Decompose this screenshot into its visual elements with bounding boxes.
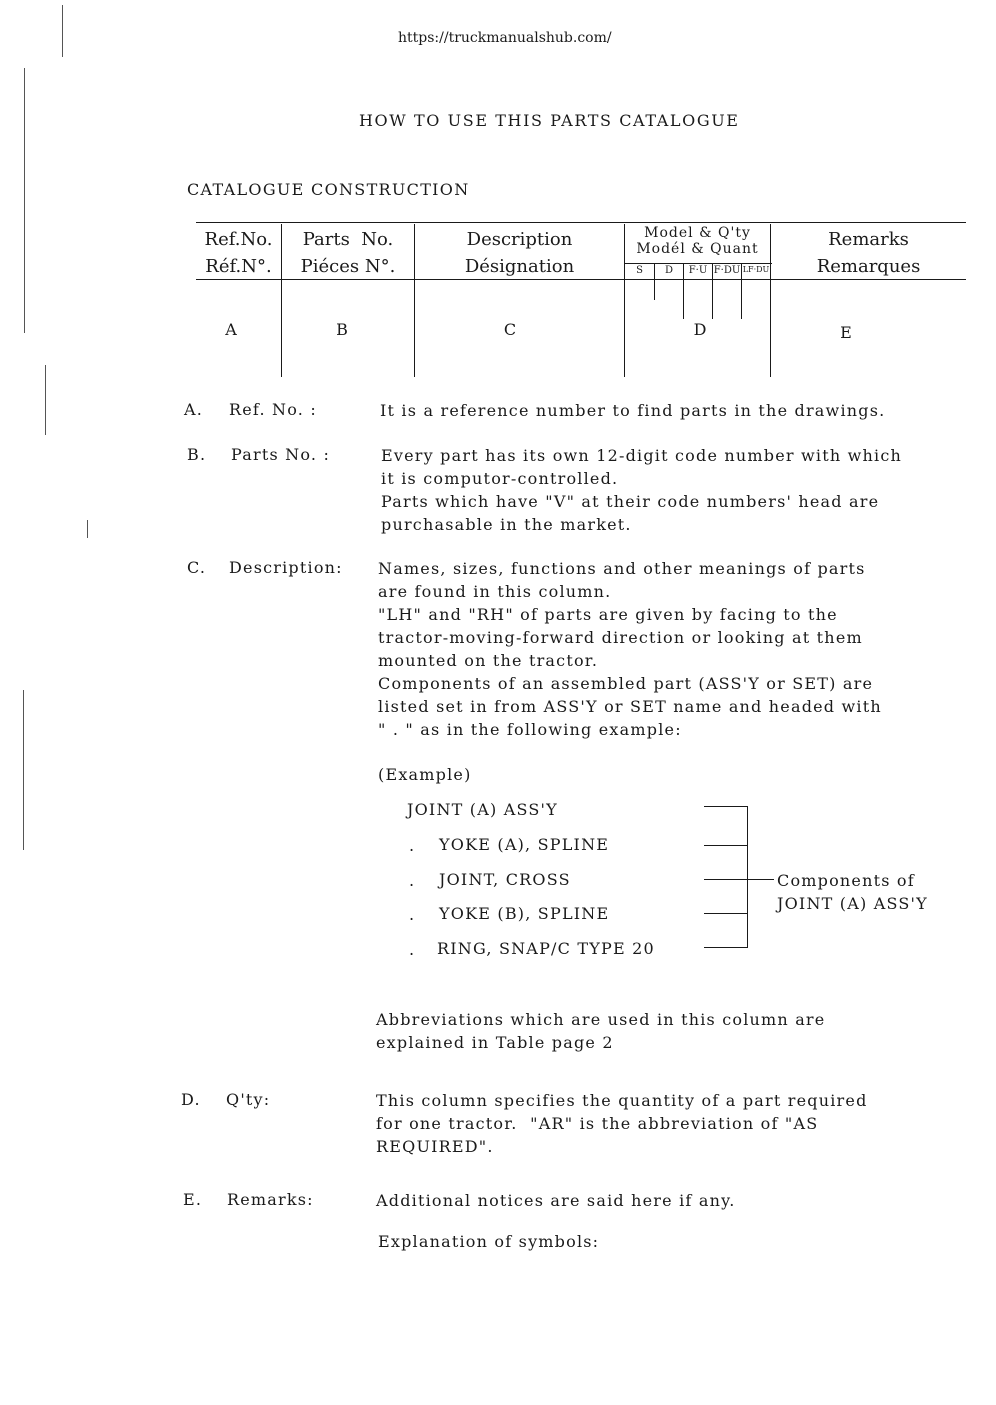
model-sub-fu: F·U <box>688 265 708 276</box>
model-subheader-rule <box>624 263 772 264</box>
section-label: Parts No. : <box>231 445 331 464</box>
symbols-heading: Explanation of symbols: <box>378 1232 600 1251</box>
abbreviations-note: Abbreviations which are used in this column are explained in Table page 2 <box>376 1010 826 1052</box>
page-title: HOW TO USE THIS PARTS CATALOGUE <box>359 111 740 130</box>
section-key: C. <box>187 558 207 577</box>
model-sub-d: D <box>664 265 674 276</box>
table-top-rule <box>196 222 966 223</box>
col-header-parts-no: Parts No. Piéces N°. <box>300 229 396 277</box>
example-assembly: JOINT (A) ASS'Y <box>407 800 558 819</box>
bracket-label: Components of JOINT (A) ASS'Y <box>777 871 928 913</box>
col-header-model-qty: Model & Q'ty Modél & Quant <box>636 225 759 257</box>
section-text: Names, sizes, functions and other meanings of parts are found in this column. "LH" and "RH" of parts are given by facing to the tractor-moving-forward direction or looking at them mounted on the tractor. Components of an assembled part (ASS'Y or SET) are listed set in from ASS'Y or SET name and headed with " . " as in the following example: <box>378 559 882 739</box>
section-text: Every part has its own 12-digit code number with which it is computor-controlled. Parts which have "V" at their code numbers' head are purchasable in the market. <box>381 446 903 534</box>
section-label: Ref. No. : <box>229 400 317 419</box>
example-component: RING, SNAP/C TYPE 20 <box>437 939 655 958</box>
col-header-ref-no: Ref.No. Réf.N°. <box>204 229 273 277</box>
section-label: Description: <box>229 558 343 577</box>
component-bullet: . <box>409 905 415 924</box>
section-text: This column specifies the quantity of a part required for one tractor. "AR" is the abbreviation of "AS REQUIRED". <box>376 1091 868 1156</box>
section-label: Remarks: <box>227 1190 314 1209</box>
model-sub-lfdu: LF·DU <box>742 265 770 274</box>
model-sub-s: S <box>636 265 643 276</box>
component-bullet: . <box>409 871 415 890</box>
col-letter-a: A <box>225 320 237 339</box>
col-letter-e: E <box>840 323 852 342</box>
col-header-description: Description Désignation <box>464 229 575 277</box>
example-component: YOKE (A), SPLINE <box>439 835 610 854</box>
col-header-remarks: Remarks Remarques <box>816 229 921 277</box>
model-sub-fdu: F·DU <box>713 265 741 276</box>
col-letter-b: B <box>336 320 348 339</box>
section-text: Additional notices are said here if any. <box>376 1191 736 1210</box>
component-bullet: . <box>409 940 415 959</box>
section-key: E. <box>183 1190 203 1209</box>
example-heading: (Example) <box>378 765 472 784</box>
example-component: JOINT, CROSS <box>439 870 571 889</box>
section-key: A. <box>184 400 204 419</box>
section-label: Q'ty: <box>226 1090 271 1109</box>
component-bullet: . <box>409 836 415 855</box>
col-letter-c: C <box>503 320 517 339</box>
section-heading: CATALOGUE CONSTRUCTION <box>187 180 470 199</box>
section-key: B. <box>187 445 207 464</box>
col-letter-d: D <box>693 320 707 339</box>
section-key: D. <box>181 1090 201 1109</box>
source-url[interactable]: https://truckmanualshub.com/ <box>398 30 612 46</box>
example-component: YOKE (B), SPLINE <box>439 904 610 923</box>
section-text: It is a reference number to find parts in the drawings. <box>380 401 886 420</box>
